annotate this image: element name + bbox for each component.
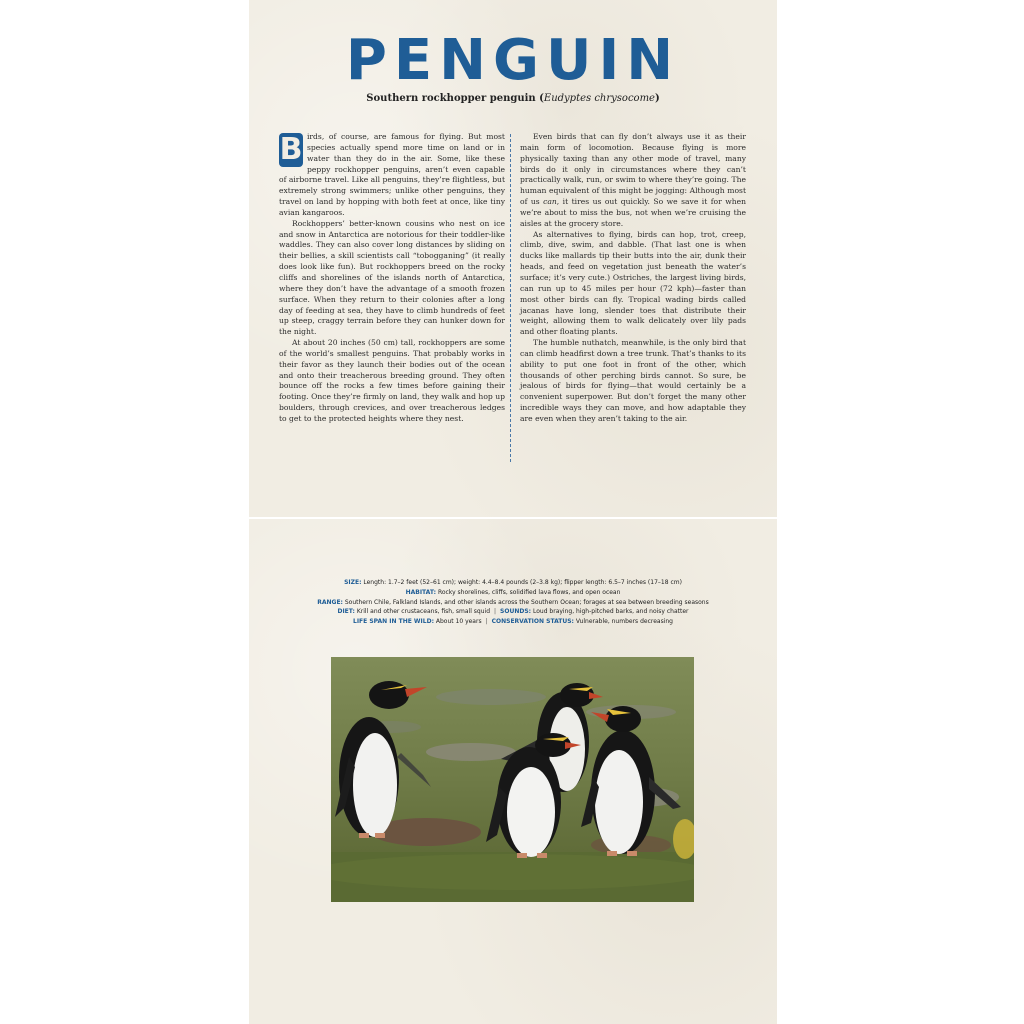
drop-cap: B xyxy=(279,132,303,167)
fact-label: SOUNDS: xyxy=(500,608,532,616)
fact-separator: | xyxy=(494,608,497,616)
right-text-column xyxy=(520,132,746,425)
fact-label: HABITAT: xyxy=(405,588,437,596)
scientific-name: Eudyptes chrysocome xyxy=(543,93,655,104)
fact-line-lifespan-status xyxy=(249,617,777,627)
book-page-bottom xyxy=(249,519,777,1024)
paragraph: Rockhoppers’ better-known cousins who nest on ice and snow in Antarctica are notorious for their toddler-like waddles. They can also cover long distances by sliding on their bellies, a skill scientists call “tobogganing” (it really does look like fun). But rockhoppers breed on the rocky cliffs and shorelines of the islands north of Antarctica, where they don’t have the advantage of a smooth frozen surface. When they return to their colonies after a long day of feeding at sea, they have to climb hundreds of feet up steep, craggy terrain before they can hunker down for the night. xyxy=(279,218,505,337)
fact-value: Vulnerable, numbers decreasing xyxy=(573,618,673,626)
common-name: Southern rockhopper penguin xyxy=(366,93,536,104)
column-divider xyxy=(510,134,513,462)
fact-value: Rocky shorelines, cliffs, solidified lava flows, and open ocean xyxy=(436,588,621,596)
fact-line-range xyxy=(249,598,777,608)
emphasis-text: can xyxy=(543,197,557,207)
subtitle-open-paren: ( xyxy=(535,93,544,104)
fact-line-diet-sounds xyxy=(249,607,777,617)
fact-box xyxy=(249,578,777,627)
fact-value: Southern Chile, Falkland Islands, and other islands across the Southern Ocean; forages at sea between breeding seasons xyxy=(342,598,709,606)
paragraph-text: , it tires us out quickly. So we save it for when we’re about to miss the bus, not when we’re cruising the aisles at the grocery store. xyxy=(520,197,747,228)
paragraph: The humble nuthatch, meanwhile, is the only bird that can climb headfirst down a tree trunk. That’s thanks to its ability to put one foot in front of the other, which thousands of other perching birds cannot. So sure, be jealous of birds for flying—that would certainly be a convenient superpower. But don’t forget the many other incredible ways they can move, and how adaptable they are even when they aren’t taking to the air. xyxy=(520,338,746,423)
penguins-photo xyxy=(331,657,694,902)
fact-value: Loud braying, high-pitched barks, and noisy chatter xyxy=(531,608,689,616)
fact-separator: | xyxy=(485,618,488,626)
fact-value: About 10 years xyxy=(433,618,482,626)
subtitle-close-paren: ) xyxy=(654,93,660,104)
fact-label: RANGE: xyxy=(317,598,343,606)
fact-value: Length: 1.7–2 feet (52–61 cm); weight: 4.4–8.4 pounds (2–3.8 kg); flipper length: 6.5–7 inches (17–18 cm) xyxy=(361,579,682,586)
fact-line-habitat xyxy=(249,588,777,598)
fact-label: LIFE SPAN IN THE WILD: xyxy=(353,618,434,626)
fact-label: SIZE: xyxy=(344,579,362,586)
paragraph xyxy=(279,132,505,219)
fact-value: Krill and other crustaceans, fish, small squid xyxy=(354,608,491,616)
paragraph-text: irds, of course, are famous for flying. But most species actually spend more time on land or in water than they do in the air. Some, like these peppy rockhopper penguins, aren’t even capable of airborne travel. Like all penguins, they’re flightless, but extremely strong swimmers; unlike other penguins, they travel on land by hopping with both feet at once, like tiny avian kangaroos. xyxy=(279,132,505,217)
paragraph: At about 20 inches (50 cm) tall, rockhoppers are some of the world’s smallest penguins. That probably works in their favor as they launch their bodies out of the ocean and onto their treacherous breeding ground. They often bounce off the rocks a few times before gaining their footing. Once they’re firmly on land, they walk and hop up boulders, through crevices, and over treacherous ledges to get to the protected heights where they nest. xyxy=(279,338,505,423)
species-subtitle xyxy=(249,93,777,104)
book-page-top xyxy=(249,0,777,517)
page-title: PENGUIN xyxy=(345,28,681,93)
paragraph xyxy=(520,132,746,230)
fact-label: DIET: xyxy=(337,608,355,616)
fact-line-size xyxy=(249,578,777,588)
paragraph-text: Even birds that can fly don’t always use it as their main form of locomotion. Because flying is more physically taxing than any other mode of travel, many birds do it only in circumstances where they can’t practically walk, run, or swim to where they’re going. The human equivalent of this might be jogging: Although most of us xyxy=(520,132,746,207)
fact-label: CONSERVATION STATUS: xyxy=(491,618,574,626)
left-text-column xyxy=(279,132,505,425)
paragraph: As alternatives to flying, birds can hop, trot, creep, climb, dive, swim, and dabble. (That last one is when ducks like mallards tip their butts into the air, dunk their heads, and feed on vegetation just beneath the water’s surface; it’s very cute.) Ostriches, the largest living birds, can run up to 45 miles per hour (72 kph)—faster than most other birds can fly. Tropical wading birds called jacanas have long, slender toes that distribute their weight, allowing them to walk delicately over lily pads and other floating plants. xyxy=(520,229,746,337)
